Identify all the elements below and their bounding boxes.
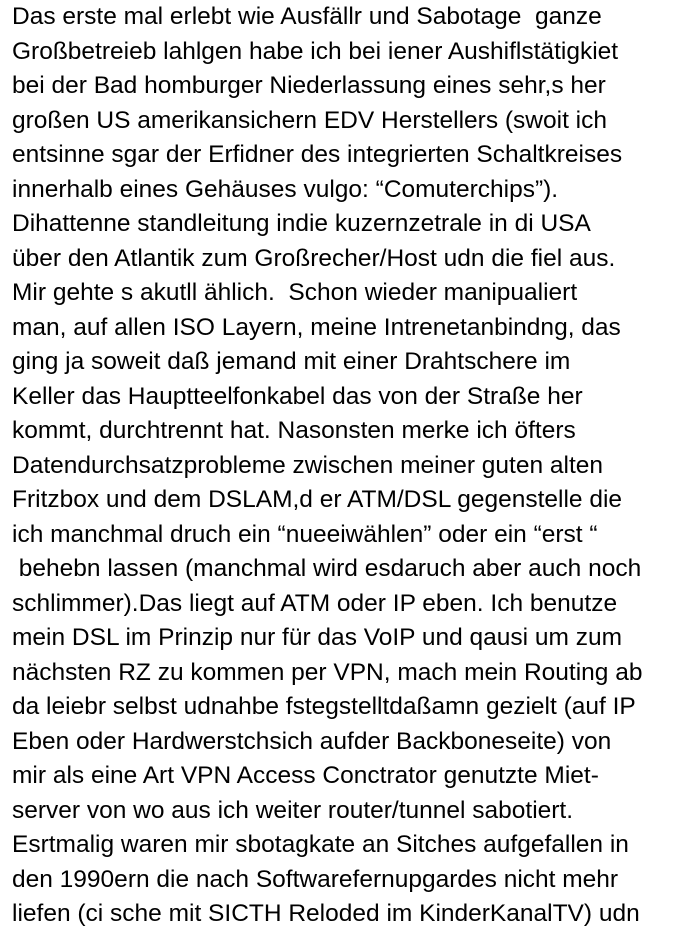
text-line: nächsten RZ zu kommen per VPN, mach mein Routing ab: [12, 658, 643, 686]
text-line: innerhalb eines Gehäuses vulgo: “Comuterchips”).: [12, 175, 559, 203]
text-line: über den Atlantik zum Großrecher/Host udn die fiel aus.: [12, 244, 616, 272]
body-text: [12, 0, 682, 932]
text-line: liefen (ci sche mit SICTH Reloded im KinderKanalTV) udn: [12, 900, 640, 927]
text-line: Das erste mal erlebt wie Ausfällr und Sabotage ganze: [12, 3, 602, 30]
text-line: Dihattenne standleitung indie kuzernzetrale in di USA: [12, 210, 591, 237]
text-line: Keller das Hauptteelfonkabel das von der Straße her: [12, 382, 583, 410]
text-line: Eben oder Hardwerstchsich aufder Backboneseite) von: [12, 727, 612, 755]
text-line: man, auf allen ISO Layern, meine Intrenetanbindng, das: [12, 313, 621, 341]
text-line: Datendurchsatzprobleme zwischen meiner guten alten: [12, 451, 604, 479]
text-line: entsinne sgar der Erfidner des integrierten Schaltkreises: [12, 141, 623, 168]
text-line: server von wo aus ich weiter router/tunnel sabotiert.: [12, 796, 574, 824]
text-line: Fritzbox und dem DSLAM,d er ATM/DSL gegenstelle die: [12, 486, 623, 513]
text-line: kommt, durchtrennt hat. Nasonsten merke ich öfters: [12, 417, 576, 444]
text-line: behebn lassen (manchmal wird esdaruch aber auch noch: [12, 555, 642, 582]
text-line: ich manchmal druch ein “nueeiwählen” oder ein “erst “: [12, 520, 598, 548]
text-line: schlimmer).Das liegt auf ATM oder IP eben. Ich benutze: [12, 589, 618, 617]
text-line: da leiebr selbst udnahbe fstegstelltdaßamn gezielt (auf IP: [12, 693, 636, 720]
text-line: ging ja soweit daß jemand mit einer Drahtschere im: [12, 348, 571, 375]
text-line: Esrtmalig waren mir sbotagkate an Sitches aufgefallen in: [12, 831, 629, 858]
text-line: den 1990ern die nach Softwarefernupgardes nicht mehr: [12, 865, 619, 893]
text-line: Mir gehte s akutll ählich. Schon wieder manipualiert: [12, 279, 578, 306]
text-line: mir als eine Art VPN Access Conctrator genutzte Miet-: [12, 762, 599, 789]
text-line: mein DSL im Prinzip nur für das VoIP und qausi um zum: [12, 624, 623, 651]
text-line: großen US amerikansichern EDV Herstellers (swoit ich: [12, 106, 607, 134]
text-line: bei der Bad homburger Niederlassung eines sehr,s her: [12, 72, 606, 99]
text-line: Großbetreieb lahlgen habe ich bei iener Aushiflstätigkiet: [12, 37, 619, 65]
